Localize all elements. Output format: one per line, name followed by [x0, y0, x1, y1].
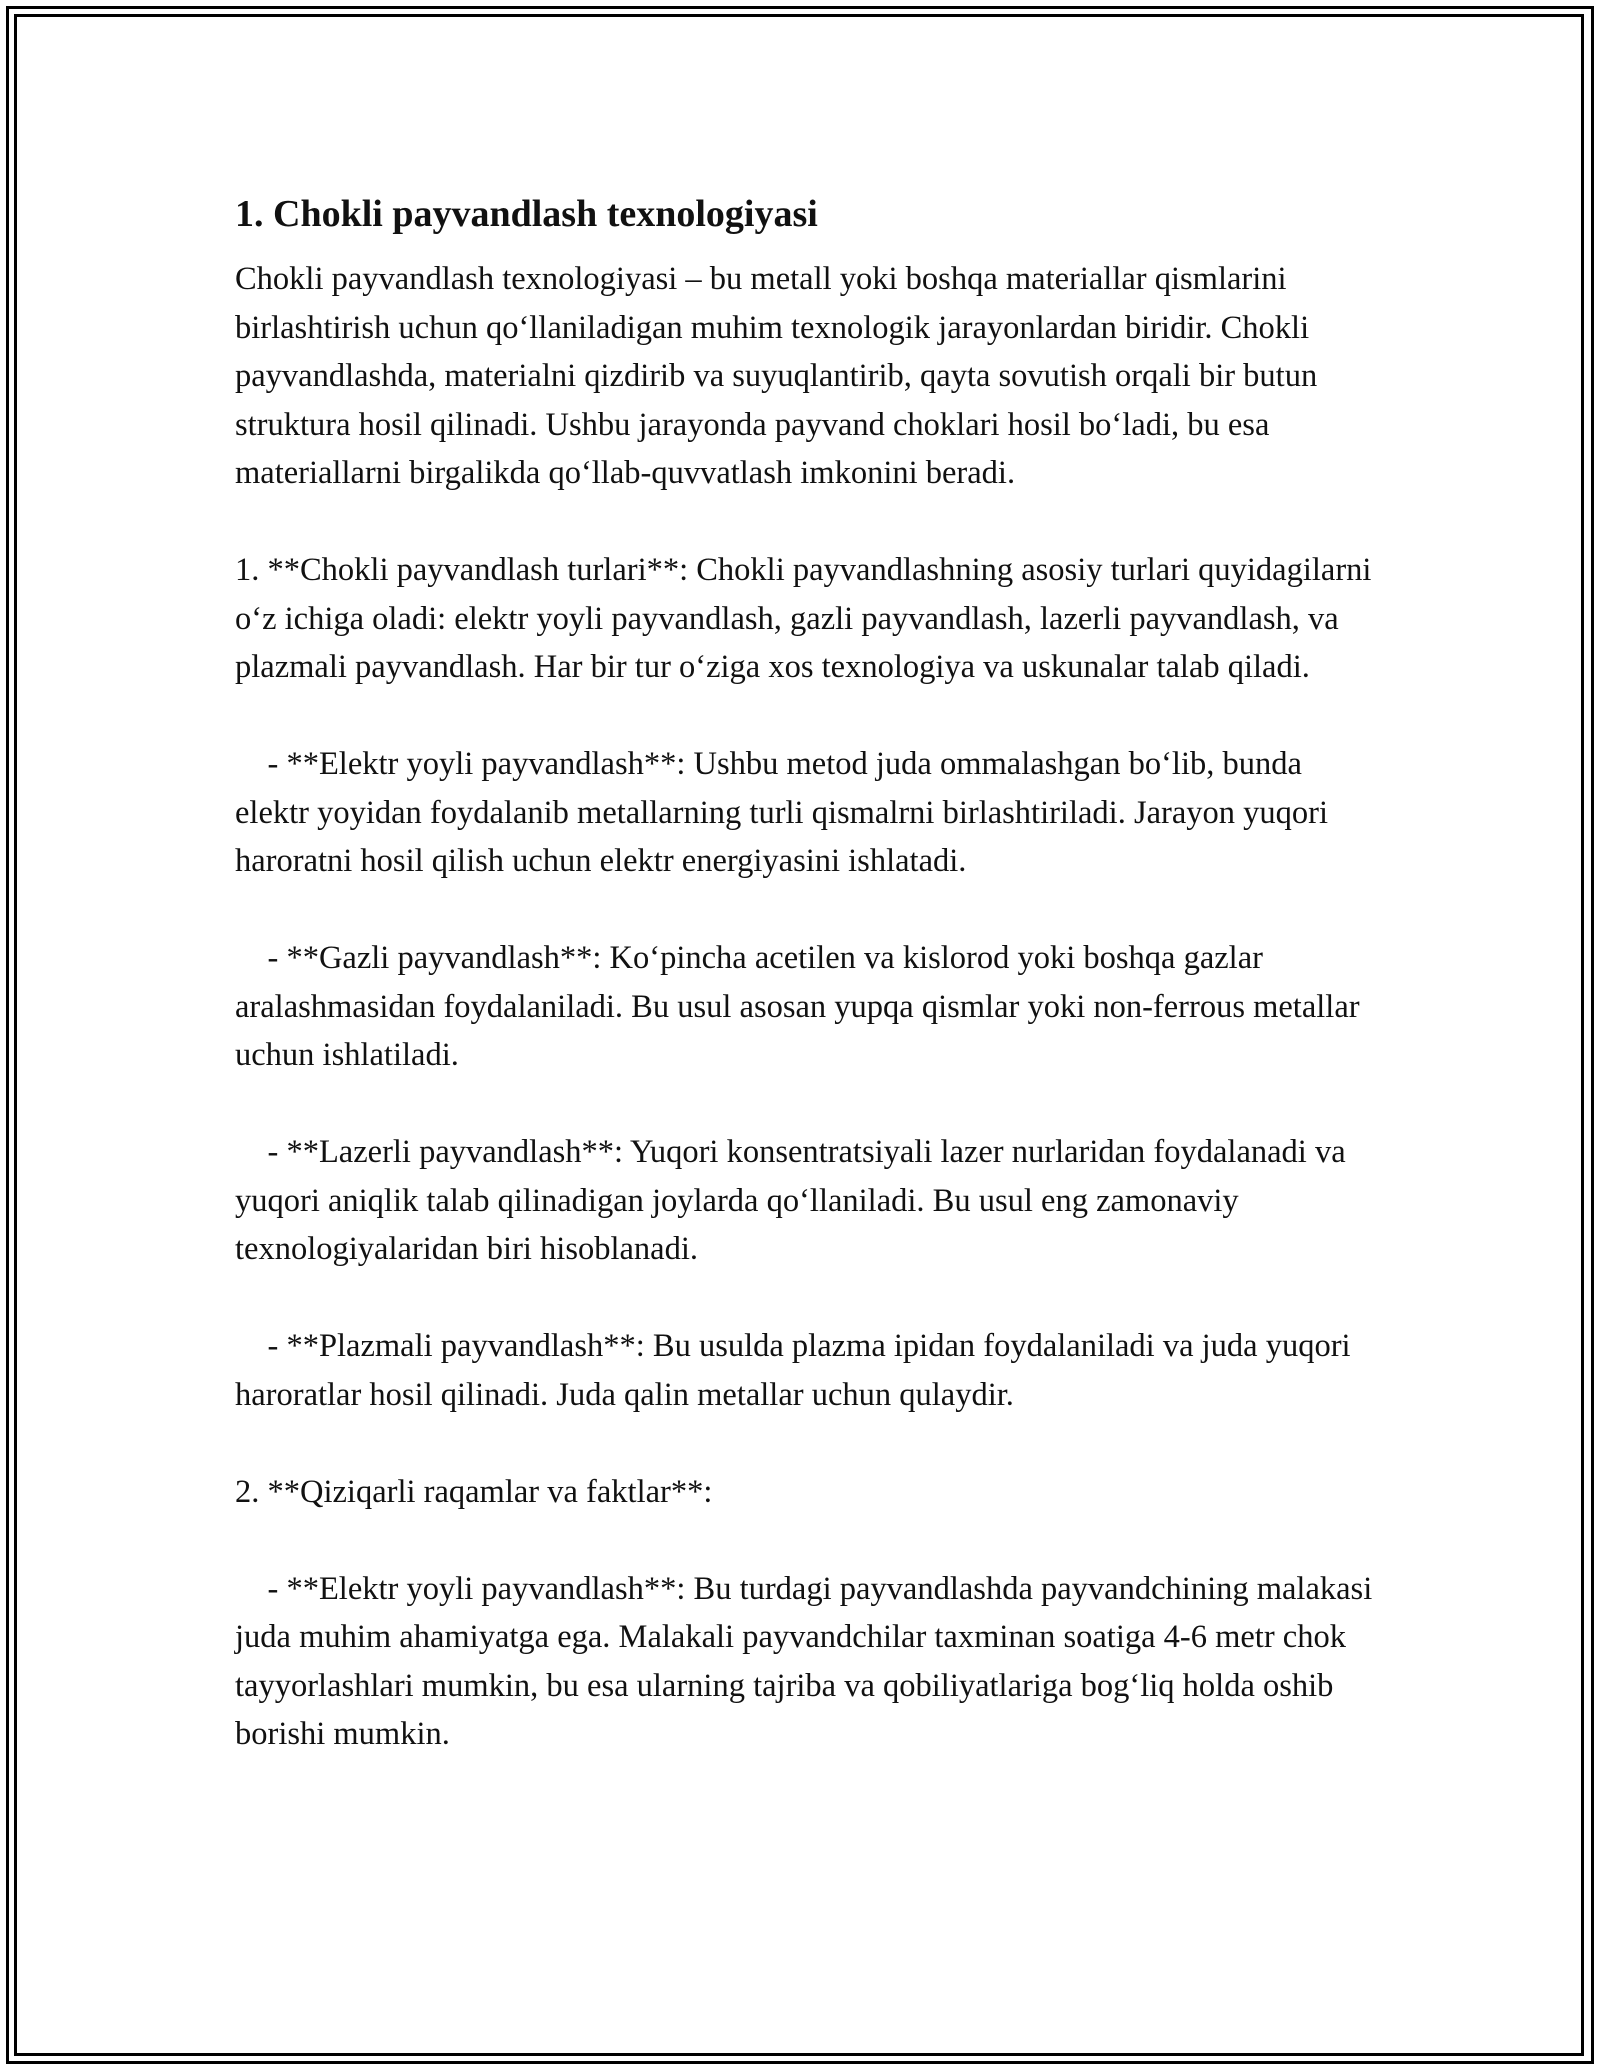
paragraph-spacer: [235, 1419, 1375, 1468]
gas-welding-paragraph: - **Gazli payvandlash**: Ko‘pincha acetilen va kislorod yoki boshqa gazlar aralashmasidan foydalaniladi. Bu usul asosan yupqa qismlar yoki non-ferrous metallar uchun ishlatiladi.: [235, 940, 1368, 1073]
facts-heading-paragraph: 2. **Qiziqarli raqamlar va faktlar**:: [235, 1473, 713, 1510]
paragraph-spacer: [235, 886, 1375, 935]
paragraph-spacer: [235, 1274, 1375, 1323]
arc-welding-paragraph: - **Elektr yoyli payvandlash**: Ushbu metod juda ommalashgan bo‘lib, bunda elektr yoyidan foydalanib metallarning turli qismalrni birlashtiriladi. Jarayon yuqori haroratni hosil qilish uchun elektr energiyasini ishlatadi.: [235, 746, 1337, 879]
paragraph-spacer: [235, 1080, 1375, 1129]
laser-welding-paragraph: - **Lazerli payvandlash**: Yuqori konsentratsiyali lazer nurlaridan foydalanadi va yuqori aniqlik talab qilinadigan joylarda qo‘llaniladi. Bu usul eng zamonaviy texnologiyalaridan biri hisoblanadi.: [235, 1134, 1354, 1267]
arc-welding-facts-paragraph: - **Elektr yoyli payvandlash**: Bu turdagi payvandlashda payvandchining malakasi juda muhim ahamiyatga ega. Malakali payvandchilar taxminan soatiga 4-6 metr chok tayyorlashlari mumkin, bu esa ularning tajriba va qobiliyatlariga bog‘liq holda oshib borishi mumkin.: [235, 1570, 1381, 1752]
paragraph-spacer: [235, 498, 1375, 547]
intro-paragraph: Chokli payvandlash texnologiyasi – bu metall yoki boshqa materiallar qismlarini birlashtirish uchun qo‘llaniladigan muhim texnologik jarayonlardan biridir. Chokli payvandlashda, materialni qizdirib va suyuqlantirib, qayta sovutish orqali bir butun struktura hosil qilinadi. Ushbu jarayonda payvand choklari hosil bo‘ladi, bu esa materiallarni birgalikda qo‘llab-quvvatlash imkonini beradi.: [235, 261, 1326, 491]
document-title: 1. Chokli payvandlash texnologiyasi: [235, 193, 818, 235]
paragraph-spacer: [235, 692, 1375, 741]
welding-types-paragraph: 1. **Chokli payvandlash turlari**: Chokli payvandlashning asosiy turlari quyidagilarni o‘z ichiga oladi: elektr yoyli payvandlash, gazli payvandlash, lazerli payvandlash, va plazmali payvandlash. Har bir tur o‘ziga xos texnologiya va uskunalar talab qiladi.: [235, 552, 1380, 685]
document-body: [235, 185, 1381, 1759]
plasma-welding-paragraph: - **Plazmali payvandlash**: Bu usulda plazma ipidan foydalaniladi va juda yuqori haroratlar hosil qilinadi. Juda qalin metallar uchun qulaydir.: [235, 1328, 1359, 1413]
paragraph-spacer: [235, 1516, 1375, 1565]
